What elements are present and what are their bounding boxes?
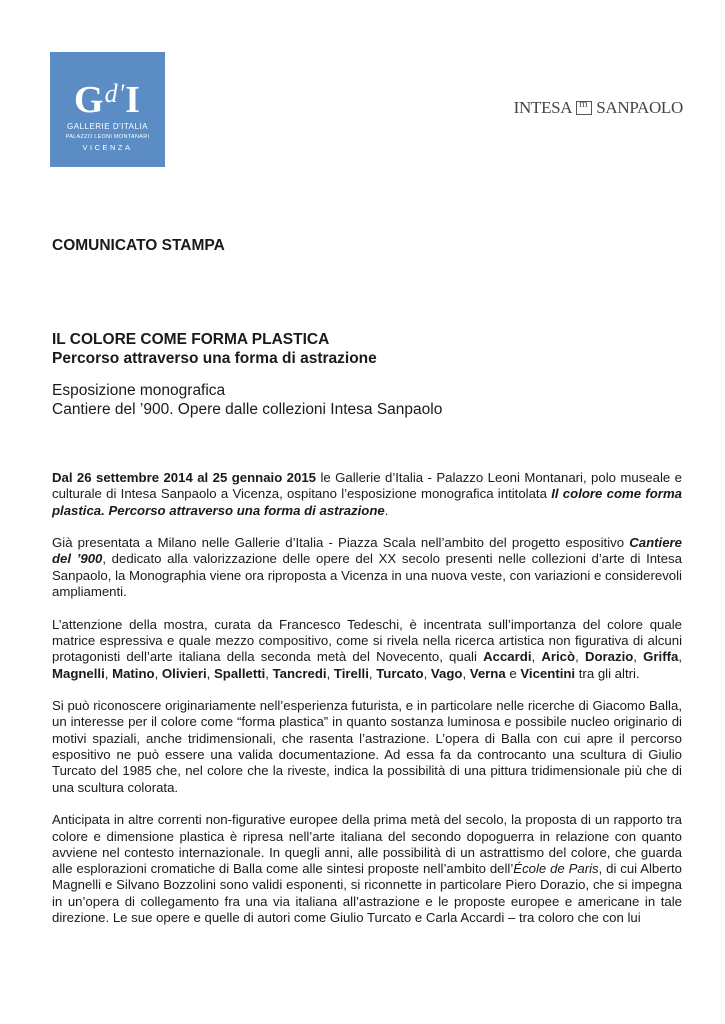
paragraph-3: L’attenzione della mostra, curata da Francesco Tedeschi, è incentrata sull’importanza del colore quale matrice espressiva e quale mezzo compositivo, come si rivela nella ricerca artistica non figurativa di alcuni protagonisti dell’arte italiana della seconda metà del Novecento, quali Accardi, Aricò, Dorazio, Griffa, Magnelli, Matino, Olivieri, Spalletti, Tancredi, Tirelli, Turcato, Vago, Verna e Vicentini tra gli altri. [52,616,682,681]
artist-name: Vicentini [520,665,576,681]
artist-name: Tancredi [272,665,327,681]
subtitle-line-2: Cantiere del ’900. Opere dalle collezioni Intesa Sanpaolo [52,401,443,418]
artist-name: Dorazio [584,649,634,665]
ecole-de-paris: École de Paris [513,861,599,877]
artist-name: Turcato [376,665,424,681]
intesa-sanpaolo-logo [514,98,683,118]
brand-left: INTESA [513,98,573,117]
artist-name: Griffa [643,649,679,665]
artist-list: Accardi, Aricò, Dorazio, Griffa, Magnelli, Matino, Olivieri, Spalletti, Tancredi, Tirelli, Turcato, Vago, Verna e Vicentini [52,649,682,681]
exhibition-title [52,330,377,368]
paragraph-4: Si può riconoscere originariamente nell’esperienza futurista, e in particolare nelle ricerche di Giacomo Balla, un interesse per il colore come “forma plastica” in quanto sostanza luminosa e possibile nucleo originario di motivi spaziali, anche tridimensionali, che rasenta l’astrazione. L’opera di Balla con cui apre il percorso espositivo ne può essere una valida documentazione. Ad essa fa da controcanto una scultura di Giulio Turcato del 1985 che, nel colore che la riveste, indica la possibilità di una pittura tridimensionale più che di una scultura colorata. [52,698,682,795]
artist-name: Tirelli [333,665,369,681]
gallerie-italia-logo [50,52,165,167]
exhibition-dates: Dal 26 settembre 2014 al 25 gennaio 2015 [52,470,317,485]
artist-name: Magnelli [52,665,105,681]
title-line-2: Percorso attraverso una forma di astrazione [52,350,377,367]
exhibition-subtitle [52,381,442,419]
artist-name: Vago [430,665,463,681]
artist-name: Aricò [541,649,576,665]
exhibition-title-inline: Il colore come forma plastica. Percorso attraverso una forma di astrazione [52,486,683,518]
title-line-1: IL COLORE COME FORMA PLASTICA [52,331,330,348]
brand-mark-icon [576,101,592,115]
artist-name: Olivieri [161,665,207,681]
artist-name: Matino [112,665,155,681]
paragraph-1: Dal 26 settembre 2014 al 25 gennaio 2015 le Gallerie d’Italia - Palazzo Leoni Montanari, polo museale e culturale di Intesa Sanpaolo a Vicenza, ospitano l’esposizione monografica intitolata Il colore come forma plastica. Percorso attraverso una forma di astrazione. [52,470,683,518]
project-name: Cantiere del ’900 [52,535,682,567]
logo-name: GALLERIE D'ITALIA [66,122,148,131]
artist-name: Verna [469,665,506,681]
body-text [52,470,682,943]
paragraph-5: Anticipata in altre correnti non-figurative europee della prima metà del secolo, la proposta di un rapporto tra colore e dimensione plastica è ripresa nell’arte italiana del secondo dopoguerra in relazione con quanto avviene nel contesto internazionale. In quegli anni, alle possibilità di un astrattismo del colore, che guarda alle esplorazioni cromatiche di Balla come alle sintesi proposte nell’ambito dell’École de Paris, di cui Alberto Magnelli e Silvano Bozzolini sono validi esponenti, si riconnette in particolare Piero Dorazio, che si impegna in un’opera di collegamento fra una via italiana all’astrazione e le proposte europee e americane in tale direzione. Le sue opere e quelle di autori come Giulio Turcato e Carla Accardi – tra coloro che con lui [52,812,682,926]
brand-right: SANPAOLO [596,98,683,117]
logo-place: PALAZZO LEONI MONTANARI [65,134,150,140]
artist-name: Accardi [483,649,532,665]
press-release-heading: COMUNICATO STAMPA [52,237,225,254]
logo-city: VICENZA [82,143,133,152]
paragraph-2: Già presentata a Milano nelle Gallerie d’Italia - Piazza Scala nell’ambito del progetto espositivo Cantiere del ’900, dedicato alla valorizzazione delle opere del XX secolo presenti nelle collezioni d’arte di Intesa Sanpaolo, la Monographia viene ora riproposta a Vicenza in una nuova veste, con variazioni e considerevoli ampliamenti. [52,535,682,600]
logo-monogram: $G^{d'}I$ [74,79,141,121]
subtitle-line-1: Esposizione monografica [52,382,226,399]
artist-name: Spalletti [213,665,266,681]
